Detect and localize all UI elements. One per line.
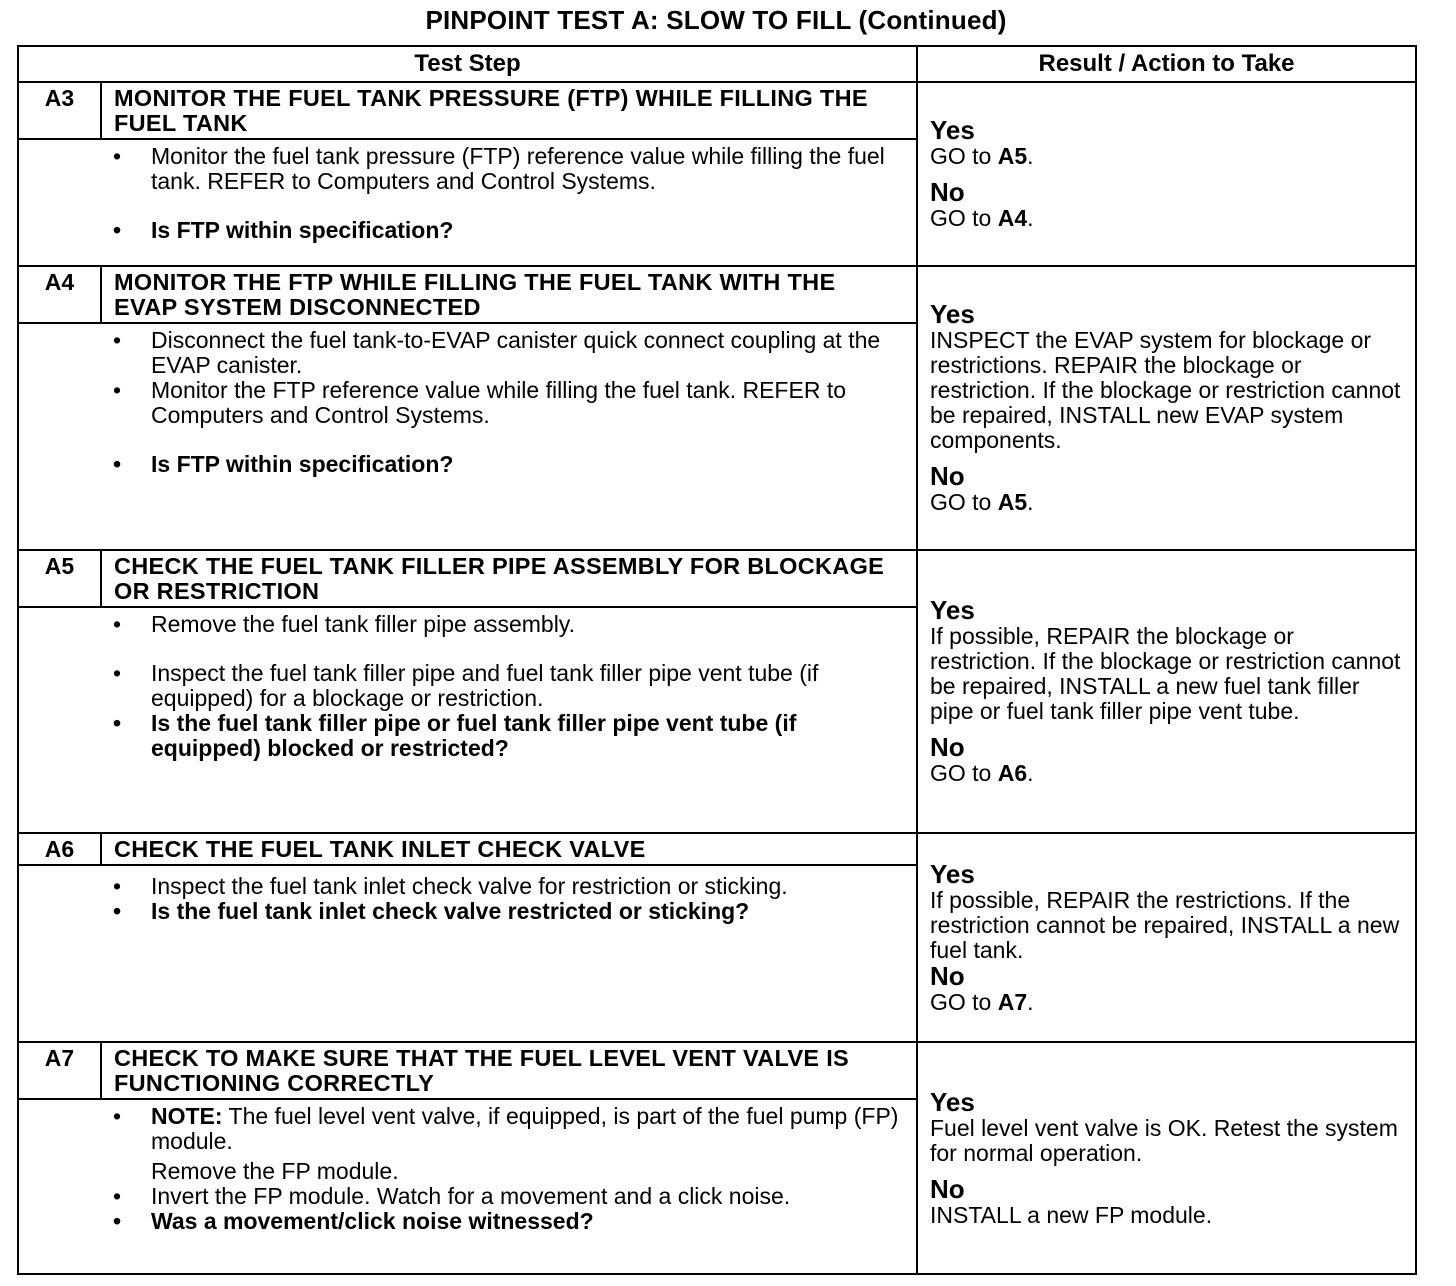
- step-a4: [19, 267, 1415, 551]
- header-result-action: Result / Action to Take: [1038, 50, 1295, 77]
- pinpoint-test-table: [17, 45, 1417, 1275]
- bullet-item: • Disconnect the fuel tank-to-EVAP canister quick connect coupling at the EVAP canister.: [113, 328, 904, 378]
- yes-label: Yes: [930, 1086, 975, 1117]
- yes-action: INSPECT the EVAP system for blockage or restrictions. REPAIR the blockage or restriction. If the blockage or restriction cannot be repaired, INSTALL new EVAP system components.: [930, 327, 1401, 453]
- result-cell: [918, 551, 1415, 832]
- note-item: [113, 1104, 904, 1154]
- bullet-item: • Invert the FP module. Watch for a movement and a click noise.: [113, 1184, 904, 1209]
- no-label: No: [930, 177, 965, 207]
- question: • Is FTP within specification?: [113, 452, 904, 477]
- bullet-item: • Inspect the fuel tank filler pipe and fuel tank filler pipe vent tube (if equipped) for a blockage or restriction.: [113, 661, 904, 711]
- question: • Is the fuel tank filler pipe or fuel tank filler pipe vent tube (if equipped) blocked or restricted?: [113, 711, 904, 761]
- page-title: PINPOINT TEST A: SLOW TO FILL (Continued): [425, 5, 1007, 35]
- no-label: No: [930, 1173, 965, 1204]
- plain-line: Remove the FP module.: [151, 1158, 399, 1184]
- question: • Is FTP within specification?: [113, 218, 904, 243]
- bullet-item: • Monitor the FTP reference value while filling the fuel tank. REFER to Computers and Control Systems.: [113, 378, 904, 428]
- question: • Was a movement/click noise witnessed?: [113, 1209, 904, 1234]
- step-body: [19, 866, 916, 1041]
- step-a7: [19, 1043, 1415, 1273]
- step-body: [19, 608, 916, 832]
- no-action: INSTALL a new FP module.: [930, 1201, 1213, 1228]
- bullet-item: • Inspect the fuel tank inlet check valve for restriction or sticking.: [113, 874, 904, 899]
- step-a3: [19, 83, 1415, 267]
- yes-label: Yes: [930, 115, 975, 145]
- yes-label: Yes: [930, 595, 975, 625]
- step-id: A4: [19, 267, 102, 322]
- yes-label: Yes: [930, 299, 975, 329]
- step-id: A5: [19, 551, 102, 606]
- note-label: NOTE:: [151, 1103, 223, 1129]
- step-id: A3: [19, 83, 102, 138]
- step-link[interactable]: A7: [997, 988, 1028, 1015]
- step-link[interactable]: A4: [997, 205, 1028, 231]
- no-action: GO to: [930, 760, 998, 786]
- step-title: CHECK THE FUEL TANK INLET CHECK VALVE: [114, 836, 646, 862]
- step-link[interactable]: A6: [997, 760, 1028, 786]
- step-id: A6: [19, 834, 102, 864]
- step-body: [19, 1100, 916, 1273]
- step-id: A7: [19, 1043, 102, 1098]
- step-title: CHECK THE FUEL TANK FILLER PIPE ASSEMBLY FOR BLOCKAGE OR RESTRICTION: [114, 553, 885, 604]
- yes-action: Fuel level vent valve is OK. Retest the system for normal operation.: [930, 1114, 1398, 1166]
- step-link[interactable]: A5: [997, 143, 1028, 169]
- punct: .: [1027, 143, 1034, 169]
- punct: .: [1027, 205, 1034, 231]
- note-text: The fuel level vent valve, if equipped, is part of the fuel pump (FP) module.: [151, 1103, 899, 1154]
- no-action: GO to: [930, 489, 998, 515]
- no-label: No: [930, 960, 965, 991]
- step-a6: [19, 834, 1415, 1043]
- yes-action: If possible, REPAIR the blockage or restriction. If the blockage or restriction cannot be repaired, INSTALL a new fuel tank filler pipe or fuel tank filler pipe vent tube.: [930, 623, 1401, 724]
- bullet-item: • Monitor the fuel tank pressure (FTP) reference value while filling the fuel tank. REFER to Computers and Control Systems.: [113, 144, 904, 194]
- yes-action: GO to: [930, 143, 998, 169]
- no-label: No: [930, 732, 965, 762]
- result-cell: [918, 834, 1415, 1041]
- step-a5: [19, 551, 1415, 834]
- punct: .: [1027, 760, 1034, 786]
- no-action: GO to: [930, 988, 998, 1015]
- no-label: No: [930, 461, 965, 491]
- step-link[interactable]: A5: [997, 489, 1028, 515]
- step-title: MONITOR THE FUEL TANK PRESSURE (FTP) WHILE FILLING THE FUEL TANK: [114, 85, 868, 136]
- step-title: MONITOR THE FTP WHILE FILLING THE FUEL TANK WITH THE EVAP SYSTEM DISCONNECTED: [114, 269, 836, 320]
- step-title: CHECK TO MAKE SURE THAT THE FUEL LEVEL VENT VALVE IS FUNCTIONING CORRECTLY: [114, 1045, 850, 1096]
- result-cell: [918, 1043, 1415, 1273]
- no-action: GO to: [930, 205, 998, 231]
- punct: .: [1027, 988, 1034, 1015]
- yes-action: If possible, REPAIR the restrictions. If the restriction cannot be repaired, INSTALL a new fuel tank.: [930, 886, 1400, 963]
- bullet-item: • Remove the fuel tank filler pipe assembly.: [113, 612, 904, 637]
- yes-label: Yes: [930, 858, 975, 889]
- table-header: [19, 47, 1415, 83]
- step-body: [19, 324, 916, 549]
- step-body: [19, 140, 916, 265]
- punct: .: [1027, 489, 1034, 515]
- question: • Is the fuel tank inlet check valve restricted or sticking?: [113, 899, 904, 924]
- result-cell: [918, 83, 1415, 265]
- header-test-step: Test Step: [19, 47, 918, 81]
- result-cell: [918, 267, 1415, 549]
